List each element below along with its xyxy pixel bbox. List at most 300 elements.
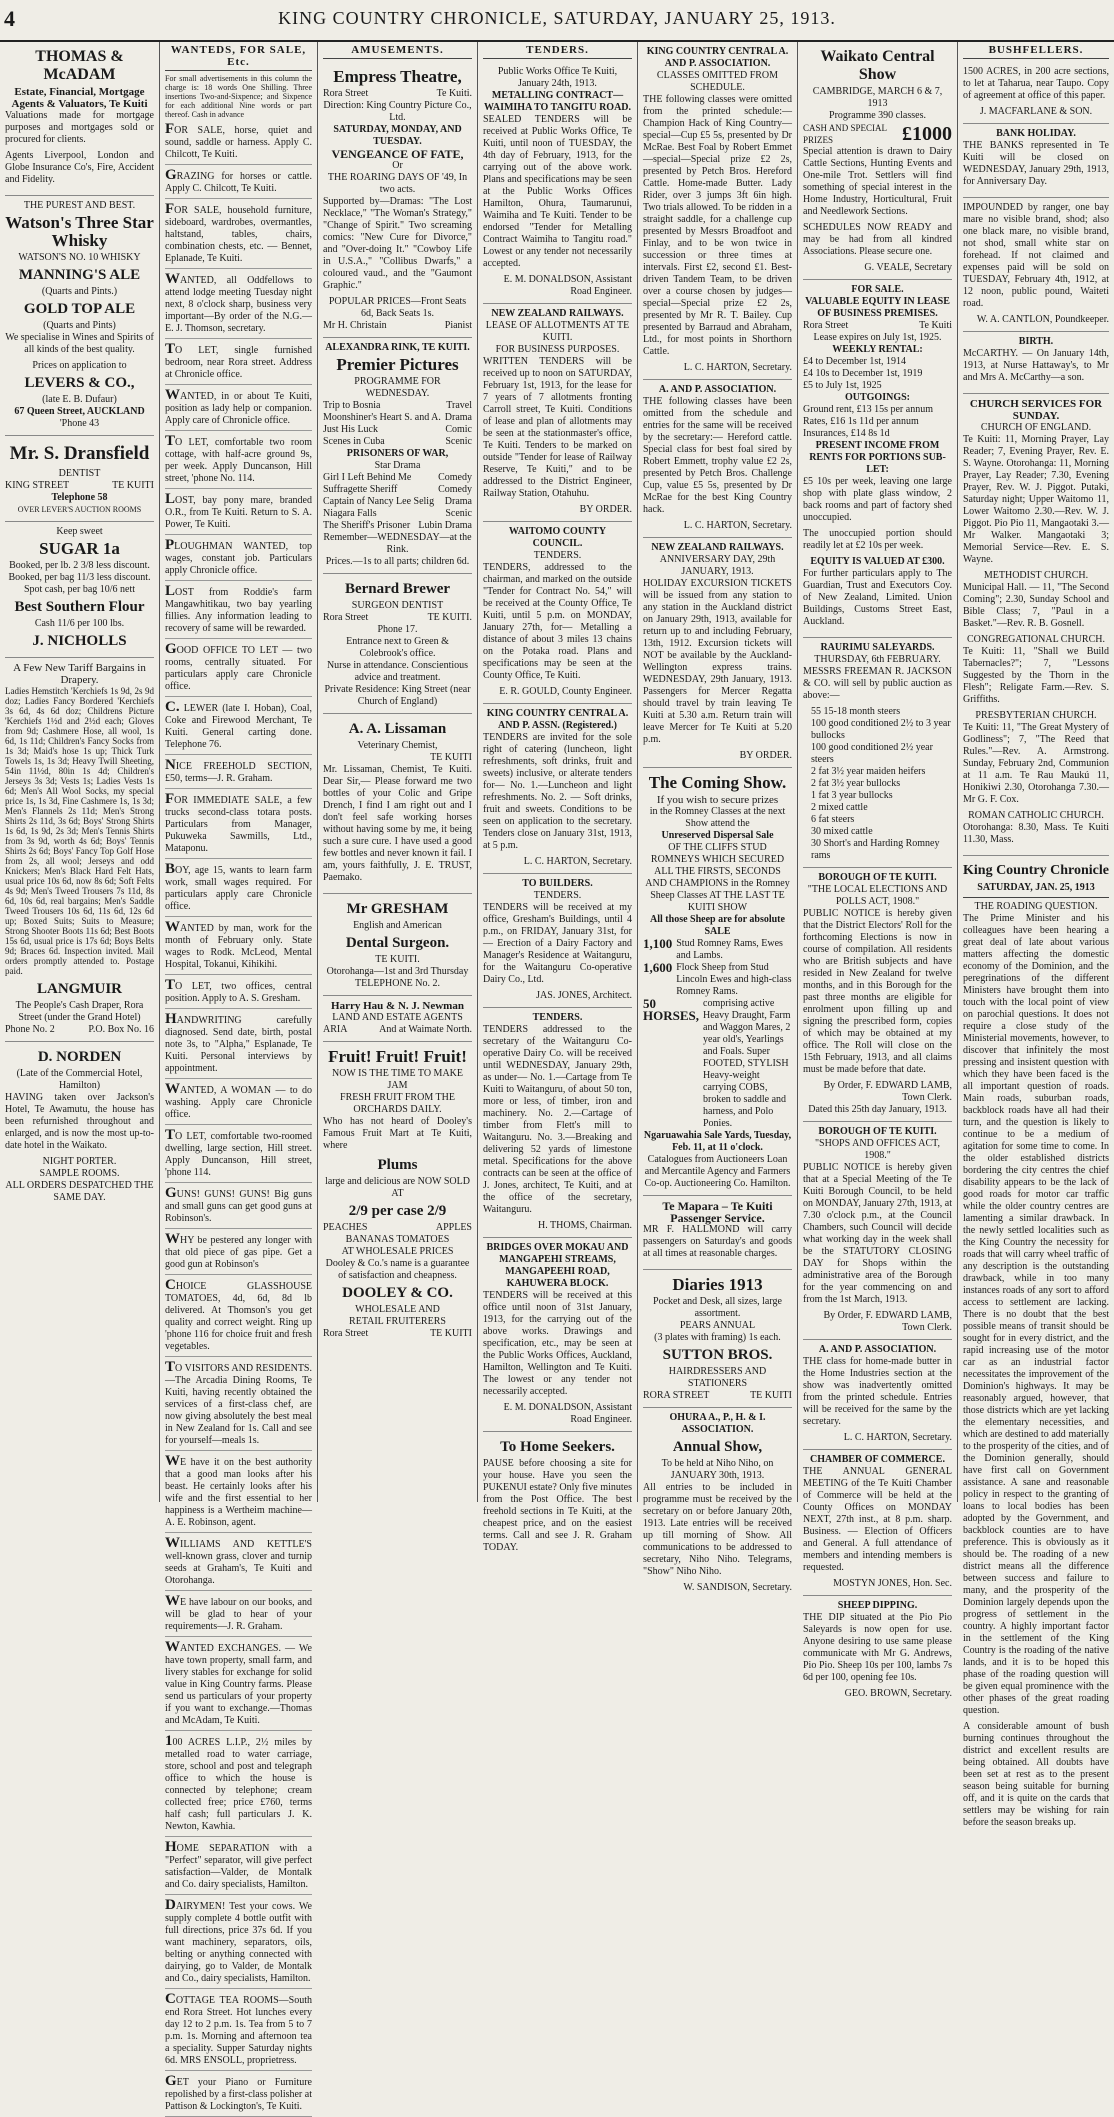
ad-text: Remember—WEDNESDAY—at the Rink.	[323, 532, 472, 555]
ad-heading: A Few New Tariff Bargains in Drapery.	[13, 662, 146, 686]
tender-bridges	[483, 1238, 632, 1432]
ad-heading: To Home Seekers.	[500, 1439, 615, 1455]
notice-body: THE following classes were omitted from the printed schedule:— Champion Hack of King Country—special—Cup £5 5s, presented by Dr McRae. Best Foal by Robert Emmet—special—Special prize £2 2s, presented by Petch Bros. Hereford Cattle. Home-made Butter. Lady Rider, over 3 jumps 3ft 6in high. Two trials allowed. To be ridden in a straight saddle, for a challenge cup presented by Messrs Broadfoot and Finlay, and to be won twice in succession or three times at intervals. First £2, second £1. Best-driven Tandem Team, to be driven over a course chosen by judges—special—Special prize £2 2s, presented by Mr R. T. Bailey. Cup presented by Barraud and Abraham, Ltd., for most points in Shorthorn Cattle.	[643, 94, 792, 357]
ad-text: SATURDAY, MONDAY, AND TUESDAY.	[333, 124, 462, 147]
brewer-ad	[323, 574, 472, 714]
editorial	[963, 856, 1109, 1838]
ap-butter-notice	[803, 1340, 952, 1450]
sutton-ad	[643, 1270, 792, 1408]
ad-text: NIGHT PORTER.	[42, 1156, 117, 1167]
ad-body: The unoccupied portion should readily let at £2 10s per week.	[803, 528, 952, 551]
ad-text: Direction: King Country Picture Co., Ltd.	[323, 100, 472, 123]
stock-item: 2 fat 3½ year maiden heifers	[811, 766, 926, 777]
ad-body: Mr. Lissaman, Chemist, Te Kuiti. Dear Sir,— Please forward me two bottles of your Colic and Gripe Drench, I find I am right out and I don't feel safe working horses without having some by me, it being such a sure cure. I have used a good few bottles and never known it fail. I am, yours faithfully, J. E. TRUST, Paemako.	[323, 764, 472, 883]
ad-heading: Bernard Brewer	[344, 581, 451, 597]
tender-body: SEALED TENDERS will be received at Public Works Office, Te Kuiti, until noon of TUESDAY, the 4th day of February, 1913, for the carrying out of the above work. Plans and specifications may be seen at the Public Works Offices Hamilton, Ohura, Taumarunui, Waimiha and Te Kuiti. Tender to be endorsed "Tender for Metalling Contract Waimiha to Tangitu road." Lowest or any tender not necessarily accepted.	[483, 114, 632, 269]
ad-subheading: VENGEANCE OF FATE,	[331, 147, 464, 161]
masthead	[0, 0, 1114, 42]
ad-text: Te Kuiti.	[436, 88, 472, 99]
notice-heading: SHEEP DIPPING.	[837, 1600, 918, 1611]
ad-text: LAND AND ESTATE AGENTS	[332, 1012, 463, 1023]
tender-heading: NEW ZEALAND RAILWAYS.	[491, 308, 624, 319]
tender-body: TENDERS addressed to the secretary of the Waitanguru Co-operative Dairy Co. will be received until WEDNESDAY, January 29th, as under— No. 1.—Cartage from Te Kuiti to Waitanguru, of about 50 ton, more or less, of timber, iron and machinery. No. 2.—Cartage of timber from Flett's mill to Waitanguru. No. 3.—Breaking and delivering 52 yards of limestone metal. Specifications for the above contracts can be seen at the office of J. Jones, architect, Te Kuiti, and at the office of the secretary, Waitanguru.	[483, 1024, 632, 1215]
ad-text: TE KUITI	[430, 752, 472, 763]
borough-elections-notice	[803, 868, 952, 1122]
tender-signature: E. R. GOULD, County Engineer.	[499, 686, 632, 697]
ad-text: HAIRDRESSERS AND STATIONERS	[668, 1366, 767, 1389]
ad-text: DENTIST	[58, 468, 101, 479]
church-heading: ROMAN CATHOLIC CHURCH.	[968, 810, 1104, 821]
ad-heading: £1000	[902, 123, 952, 145]
programme-item: Moonshiner's Heart S. and A. Drama	[323, 412, 472, 423]
church-body: Municipal Hall. — 11, "The Second Coming"; 2.30, Sunday School and Bible Class; 7, "Paul in a Basket."—Rev. R. B. Gosnell.	[963, 582, 1109, 629]
tender-heading: TENDERS.	[532, 1012, 583, 1023]
notice-signature: By Order, F. EDWARD LAMB, Town Clerk.	[823, 1310, 952, 1333]
classified-ad: TO LET, two offices, central position. Apply to A. S. Gresham.	[165, 979, 312, 1009]
notice-heading: A. AND P. ASSOCIATION.	[658, 384, 777, 395]
church-body: Otorohanga: 8.30, Mass. Te Kuiti 11.30, Mass.	[963, 822, 1109, 845]
ad-text: Cash 11/6 per 100 lbs.	[34, 618, 125, 629]
ad-text: Te Kuiti	[919, 320, 952, 331]
ap-classes-notice	[643, 380, 792, 538]
tender-text: TENDERS.	[533, 890, 582, 901]
editorial-body: The Prime Minister and his colleagues have been hearing a great deal of late about various matters affecting the domestic economy of the Dominion, and the peregrinations of the different Ministers have brought them into touch with the local point of view on parochial questions. It does not require a close study of the Ministerial movements, however, to discover that infinitely the most pressing and insistent question with which they have been faced is the all important question of roads. Main roads, suburban roads, backblock roads have all had their turn, and the question is likely to continue to be a medium of agitation for some time to come. In the older established districts bordering the city centres the chief disability appears to be the lack of good roads for motor car traffic while the older country centres are lamenting a similar drawback. In the newly settled localities such as the King Country the necessity for roads that will carry wheel traffic of any description is the outstanding drawback, while in too many instances roads of any sort to afford access to settlement are lacking. There is no doubt that the best possible means of transit should be sought for in every district, and the rapid increasing use of the motor car as an industrial factor necessitates the improvement of the Dominion's highways. It may be reasonably argued, however, that those districts which are yet lacking the elementary necessities, and which are destined to add materially to the prosperity of the cities, and of the Dominion generally, should have first call on Government assistance. A sane and reasonable policy in respect to the granting of loans to local bodies has been adopted by the Government, and backblock counties are to have preference. This is obviously as it should be. The roading of a new district means all the difference between success and failure to many, and the prosperity of the Dominion largely depends upon the progress of settlement in the country. A highly important factor in the settlement of the King Country is the roading of the native lands, and it is to be hoped this phase of the roading question will be given equal prominence with the other phases of the great roading question.	[963, 913, 1109, 1716]
ad-text: To be held at Niho Niho, on JANUARY 30th, 1913.	[661, 1458, 774, 1481]
ad-heading: GOLD TOP ALE	[23, 301, 136, 317]
ad-heading: Mr. S. Dransfield	[9, 443, 150, 464]
ad-text: Private Residence: King Street (near Church of England)	[324, 684, 471, 707]
ad-text: Star Drama	[374, 460, 421, 471]
classified-ad: WANTED, in or about Te Kuiti, position as lady help or companion. Apply care of Chronicle office.	[165, 389, 312, 431]
column-6	[798, 42, 958, 1699]
ad-text: PRESENT INCOME FROM RENTS FOR PORTIONS SUB-LET:	[809, 440, 946, 475]
notice-signature: MOSTYN JONES, Hon. Sec.	[833, 1578, 952, 1589]
church-body: Te Kuiti: 11, Morning Prayer, Lay Reader; 7, Evening Prayer, Rev. E. S. Wayne. Otorohanga: 11, Morning Prayer, Lay Reader; 7.30, Evening Prayer, Rev. W. J. Piggot. Putaki, Saturday night; Upper Waitomo 11, Lower Waitomo 2.30.—Rev. W. J. Piggot. Pio Pio 11, Mangaotaki 3.—Mr Walker. Mangaotaki 3; Memorial Service—Rev. E. S. Wayne.	[963, 434, 1109, 565]
alexandra-rink-ad	[323, 338, 472, 574]
stock-item: 30 Short's and Harding Romney rams	[811, 838, 940, 861]
notice-heading: KING COUNTRY CENTRAL A. AND P. ASSOCIATION.	[646, 46, 789, 69]
notice-body: THE class for home-made butter in the Home Industries section at the show was inadvertently omitted from the printed schedule. Entries will be received for the same by the secretary.	[803, 1356, 952, 1427]
notice-signature: GEO. BROWN, Secretary.	[844, 1688, 952, 1699]
nzr-anniversary-notice	[643, 538, 792, 768]
tender-signature: BY ORDER.	[579, 504, 632, 515]
notice-heading: BIRTH.	[1018, 336, 1054, 347]
ad-text: The People's Cash Draper, Rora Street (under the Grand Hotel)	[15, 1000, 144, 1023]
ad-text: OVER LEVER'S AUCTION ROOMS	[17, 505, 142, 514]
ad-heading: Dental Surgeon.	[345, 935, 450, 951]
classified-ad: TO LET, comfortable two room cottage, with half-acre ground 9s, per week. Apply Duncanson, Hill street, 'phone No. 114.	[165, 435, 312, 489]
ad-text: TELEPHONE No. 2.	[355, 978, 440, 989]
ad-text: large and delicious are NOW SOLD AT	[325, 1176, 470, 1199]
ad-text: POPULAR PRICES—Front Seats 6d, Back Seats 1s.	[328, 296, 467, 319]
ad-heading: SUTTON BROS.	[662, 1347, 773, 1363]
notice-text: "THE LOCAL ELECTIONS AND POLLS ACT, 1908."	[807, 884, 948, 907]
notice-body: THE ANNUAL GENERAL MEETING of the Te Kuiti Chamber of Commerce will be held at the County Offices on MONDAY NEXT, 27th inst., at 8 p.m. sharp. Business. — Election of Officers and General. A full attendance of members and intending members is requested.	[803, 1466, 952, 1573]
tender-text: FOR BUSINESS PURPOSES.	[495, 344, 620, 355]
ad-text: Otorohanga—1st and 3rd Thursday	[326, 966, 469, 977]
birth-notice	[963, 332, 1109, 394]
empress-theatre-ad	[323, 62, 472, 338]
stock-item: 2 mixed cattle	[811, 802, 868, 813]
stock-item: 30 mixed cattle	[811, 826, 873, 837]
waikato-show-ad	[803, 42, 952, 280]
classified-ad: WE have labour on our books, and will be glad to hear of your requirements—J. R. Graham.	[165, 1595, 312, 1637]
sheep-dipping-notice	[803, 1596, 952, 1705]
ad-text: English and American	[353, 920, 442, 931]
notice-signature: L. C. HARTON, Secretary.	[683, 520, 792, 531]
ad-body: MR F. HALLMOND will carry passengers on Saturday's and goods at all times at reasonable charges.	[643, 1224, 792, 1259]
home-seekers-ad	[483, 1432, 632, 1563]
programme-item: The Sheriff's Prisoner Lubin Drama	[323, 520, 472, 531]
church-heading: PRESBYTERIAN CHURCH.	[975, 710, 1097, 721]
impounded-notice	[963, 198, 1109, 332]
ad-text: Dooley & Co.'s name is a guarantee of satisfaction and cheapness.	[325, 1258, 470, 1281]
stock-item: 100 good conditioned 2½ to 3 year bullocks	[811, 718, 951, 741]
column-header: WANTEDS, FOR SALE, Etc.	[165, 42, 312, 71]
ad-subheading: Estate, Financial, Mortgage Agents & Valuators, Te Kuiti	[11, 86, 148, 110]
ad-body: Ladies Hemstitch 'Kerchiefs 1s 9d, 2s 9d doz; Ladies Fancy Bordered 'Kerchiefs 3s 6d, 4s 6d doz; Childrens Picture 'Kerchiefs 1½d and 2½d each; Gloves from 9d; Cashmere Hose, all wool, 1s 6d, 1s 11d; Children's Fancy Socks from 1s 3d; Maid's hose 1s up; Thick Turk Towels 1s, 1s 3d; Heavy Twill Sheeting, 54in 11½d, 80in 1s 4d; Children's Jerseys 3s 3d; Vests 1s; Ladies Vests 1s 6d; Men's All Wool Socks, my special price 1s, 1s 3d, Fine Cashmere 1s, 1s 3d; Men's Flannels 2s 11d; Men's Strong Shirts 2s 11d, 3s 6d; Boys' Strong Shirts 1s 6d, 1s 9d, 2s 3d; Men's Tennis Shirts from 3s 9d, worth 4s 6d; Boys' Tennis Shirts 2s 6d; Boys' Fancy Top Golf Hose from 2s, all wool; Jerseys and odd Knickers; Men's Black Hard Felt Hats, usual price 10s 6d, now 8s 6d; Soft Felts 4s 9d; Men's Tweed Trousers 7s 11d, 8s 6d, 10s 6d, real bargains; Men's Saddle Tweed Trousers 10s 6d, 11s 6d, 12s 6d up; Boxed Suits; Suits to Measure; Strong Shooter Boots 11s 6d; Best Boots 15s 6d, usual price is 17s 6d; Boys Belts 9d; Braces 6d. Inspection invited. Mail orders promptly attended to. Postage paid.	[5, 686, 154, 976]
bushfellers-ad	[963, 62, 1109, 124]
ad-text: Programme 390 classes.	[829, 110, 926, 121]
ad-text: Rora Street	[323, 88, 369, 99]
ad-text: Prices.—1s to all parts; children 6d.	[325, 556, 470, 567]
ad-text: Catalogues from Auctioneers Loan and Mercantile Agency and Farmers Co-op. Auctioneering Co. Hamilton.	[644, 1154, 791, 1189]
tender-heading: METALLING CONTRACT—WAIMIHA TO TANGITU ROAD.	[483, 90, 632, 113]
classified-ad: NICE FREEHOLD SECTION, £50, terms—J. R. Graham.	[165, 759, 312, 789]
ad-heading: J. NICHOLLS	[32, 633, 127, 649]
ad-body: PAUSE before choosing a site for your house. Have you seen the PUKENUI estate? Only five minutes from the Post Office. The best freehold sections in Te Kuiti, at the cheapest price, and on the easiest terms. Call and see J. R. Graham TODAY.	[483, 1458, 632, 1553]
classified-ad: DAIRYMEN! Test your cows. We supply complete 4 bottle outfit with full directions, price 37s 6d. If you want machinery, separators, oils, belting or anything connected with dairying, go to Valder, de Montalk and Co., dairy specialists, Hamilton.	[165, 1899, 312, 1989]
notice-signature: L. C. HARTON, Secretary.	[683, 362, 792, 373]
ad-text: Booked, per lb. 2 3/8 less discount.	[9, 560, 150, 571]
classified-ad: 100 ACRES L.I.P., 2½ miles by metalled road to water carriage, store, school and post and telegraph office to which the house is connected by telephone; cream collected free; price £760, terms half cash; full particulars J. K. Newton, Kawhia.	[165, 1735, 312, 1837]
ad-text: ARIA	[323, 1024, 348, 1035]
ad-heading: Watson's Three Star Whisky	[5, 213, 154, 250]
ad-text: Keep sweet	[56, 526, 103, 537]
classified-terms: For small advertisements in this column the charge is: 18 words One Shilling. Three insertions Two-and-Sixpence; and Sixpence for each additional Nine words or part thereof. Cash in advance	[165, 74, 312, 119]
classified-ad: LOST, bay pony mare, branded O.R., from Te Kuiti. Return to S. A. Power, Te Kuiti.	[165, 493, 312, 535]
notice-body: PUBLIC NOTICE is hereby given that the District Electors' Roll for the forthcoming Elections is now in course of compilation. All residents who are British subjects and have resided in New Zealand for twelve months, and in this Borough for the past three months are eligible for enrolment upon filling up and signing the prescribed form, copies of which may be obtained at my office. The Roll will close on the 15th February, 1913, and all claims must be made before that date.	[803, 908, 952, 1075]
levers-ad	[5, 196, 154, 436]
ad-text: THE ROARING DAYS OF '49, In two acts.	[327, 172, 468, 195]
column-4	[478, 42, 638, 1553]
chamber-notice	[803, 1450, 952, 1596]
ad-text: OF THE CLIFFS STUD ROMNEYS WHICH SECURED ALL THE FIRSTS, SECONDS AND CHAMPIONS in the Romney Sheep Classes AT THE LAST TE KUITI SHOW	[645, 842, 790, 913]
ad-heading: D. NORDEN	[37, 1049, 122, 1065]
column-3	[318, 42, 478, 1502]
ad-text: Rora Street	[323, 1328, 369, 1339]
ad-body: For further particulars apply to The Guardian, Trust and Executors Coy. of New Zealand, Limited. Union Buildings, Customs Street East, Auckland.	[803, 568, 952, 627]
notice-signature: W. A. CANTLON, Poundkeeper.	[976, 314, 1109, 325]
church-heading: CONGREGATIONAL CHURCH.	[967, 634, 1105, 645]
thomas-mcadam-ad	[5, 42, 154, 196]
drapery-ad	[5, 658, 154, 1042]
programme-item: Girl I Left Behind Me Comedy	[323, 472, 472, 483]
ad-text: SAMPLE ROOMS.	[39, 1168, 120, 1179]
ad-heading: The Coming Show.	[648, 773, 787, 792]
notice-heading: NEW ZEALAND RAILWAYS.	[651, 542, 784, 553]
ad-text: £5 to July 1st, 1925	[803, 380, 882, 391]
ad-body: SCHEDULES NOW READY and may be had from all kindred Associations. Please secure one.	[803, 222, 952, 257]
ad-text: Rates, £16 1s 11d per annum	[803, 416, 919, 427]
ad-body: 1500 ACRES, in 200 acre sections, to let at Taharua, near Taupo. Copy of agreement at office of this paper.	[963, 66, 1109, 101]
ad-text: ALL ORDERS DESPATCHED THE SAME DAY.	[5, 1180, 154, 1203]
ad-text: Rora Street	[803, 320, 849, 331]
lot-item: 1,100 Stud Romney Rams, Ewes and Lambs.	[643, 936, 783, 961]
column-header: TENDERS.	[483, 42, 632, 59]
ad-text: SURGEON DENTIST	[351, 600, 444, 611]
ad-heading: SUGAR 1a	[39, 539, 120, 558]
ad-text: OUTGOINGS:	[844, 392, 910, 403]
ad-text: in the Romney Classes at the next Show attend the	[649, 806, 786, 829]
for-sale-equity-ad	[803, 280, 952, 638]
ad-text: Insurances, £14 8s 1d	[803, 428, 890, 439]
tender-text: Public Works Office Te Kuiti, January 24th, 1913.	[497, 66, 618, 89]
ad-body: HAVING taken over Jackson's Hotel, Te Awamutu, the house has been refurnished throughout and enlarged, and is now the most up-to-date hotel in the Waikato.	[5, 1092, 154, 1151]
ad-heading: Diaries 1913	[672, 1275, 763, 1294]
ad-heading: 2/9 per case 2/9	[348, 1203, 447, 1219]
notice-heading: BOROUGH OF TE KUITI.	[818, 872, 937, 883]
ad-body: MESSRS FREEMAN R. JACKSON & CO. will sell by public auction as above:—	[803, 666, 952, 701]
ad-text: CASH AND SPECIAL PRIZES	[803, 123, 887, 145]
ad-text: P.O. Box No. 16	[88, 1024, 154, 1035]
ad-text: TE KUITI	[112, 480, 154, 491]
ad-text: TE KUITI	[750, 1390, 792, 1401]
church-heading: METHODIST CHURCH.	[983, 570, 1089, 581]
notice-heading: BOROUGH OF TE KUITI.	[818, 1126, 937, 1137]
tender-waitomo	[483, 522, 632, 704]
ad-text: TE KUITI.	[427, 612, 472, 623]
classified-ad: WANTED, all Oddfellows to attend lodge meeting Tuesday night next, 8 o'clock sharp, business very important—By order of the N.G.—E. J. Thomson, secretary.	[165, 273, 312, 339]
ad-body: Special attention is drawn to Dairy Cattle Sections, Hunting Events and One-mile Trot. Settlers will find something of special interest in the Home Industry, Horticultural, Fruit and Needlework Sections.	[803, 146, 952, 217]
notice-text: Dated this 25th day January, 1913.	[808, 1104, 947, 1115]
ad-heading: LEVERS & CO.,	[24, 375, 135, 391]
classified-ad: FOR SALE, horse, quiet and sound, saddle or harness. Apply C. Chilcott, Te Kuiti.	[165, 123, 312, 165]
ad-heading: OHURA A., P., H. & I. ASSOCIATION.	[669, 1412, 766, 1435]
classified-ad: TO VISITORS AND RESIDENTS. —The Arcadia Dining Rooms, Te Kuiti, having recently obtained the services of a first-class chef, are now giving absolutely the best meal in New Zealand for 1s. Call and see for yourself—meals 1s.	[165, 1361, 312, 1451]
notice-text: "SHOPS AND OFFICES ACT, 1908."	[814, 1138, 941, 1161]
ad-heading: DOOLEY & CO.	[342, 1285, 453, 1301]
ad-text: Pocket and Desk, all sizes, large assortment.	[653, 1296, 782, 1319]
ad-text: THE PUREST AND BEST.	[23, 200, 136, 211]
ad-heading: Empress Theatre,	[333, 67, 462, 86]
ad-signature: J. MACFARLANE & SON.	[979, 106, 1093, 117]
ad-text: £4 10s to December 1st, 1919	[803, 368, 923, 379]
tender-heading: KING COUNTRY CENTRAL A. AND P. ASSN. (Registered.)	[486, 708, 629, 731]
ad-text: Or	[392, 160, 403, 171]
ad-text: TE KUITI.	[375, 954, 420, 965]
stock-item: 1 fat 3 year bullocks	[811, 790, 893, 801]
ad-body: We specialise in Wines and Spirits of all kinds of the best quality.	[5, 332, 154, 355]
ad-text: (Quarts and Pints.)	[41, 286, 118, 297]
programme-list	[323, 400, 472, 448]
ad-text: RETAIL FRUITERERS	[349, 1316, 446, 1327]
editorial-date: SATURDAY, JAN. 25, 1913	[977, 882, 1095, 893]
ad-subheading: VALUABLE EQUITY IN LEASE OF BUSINESS PREMISES.	[805, 296, 950, 319]
ad-text: WHOLESALE AND	[355, 1304, 440, 1315]
lot-list	[643, 938, 792, 1130]
classified-ad: WANTED by man, work for the month of February only. State wages to Rodk. McLeod, Mental Hospital, Tokanui, Kihikihi.	[165, 921, 312, 975]
ad-heading: Best Southern Flour	[14, 599, 145, 615]
ad-text: Pianist	[444, 320, 472, 331]
ad-body: Agents Liverpool, London and Globe Insurance Co's, Fire, Accident and Fidelity.	[5, 150, 154, 185]
stock-list	[803, 706, 952, 862]
lot-item: 1,600 Flock Sheep from Stud Lincoln Ewes and high-class Romney Rams.	[643, 960, 792, 997]
ad-text: Phone 17.	[377, 624, 418, 635]
ad-text: Nurse in attendance. Conscientious advice and treatment.	[326, 660, 469, 683]
ad-text: And at Waimate North.	[379, 1024, 472, 1035]
ad-text: Booked, per bag 11/3 less discount.	[8, 572, 151, 583]
raurimu-saleyards-ad	[803, 638, 952, 868]
tender-nzr	[483, 304, 632, 522]
notice-body: HOLIDAY EXCURSION TICKETS will be issued from any station to any station in the Auckland district on January 29th, 1913, available for return up to and including February, 13th, 1912. Excursion tickets will NOT be available by the Auckland-Wellington express trains. WEDNESDAY, 29th January, 1913. Passengers for Mercer Regatta should travel by train leaving Te Kuiti at 5.30 a.m. Return train will leave Mercer for Te Kuiti at 5.20 p.m.	[643, 578, 792, 745]
notice-signature: BY ORDER.	[739, 750, 792, 761]
notice-body: THE following classes have been omitted from the schedule and entries for the same will be received by the secretary:— Hereford cattle. Special class for best foal sired by Robert Emmett, trophy value £2 2s, presented by Petch Bros. Challenge Cup, value £5 5s, presented by Dr McRae for the best King Country hack.	[643, 396, 792, 515]
section-heading: CHURCH SERVICES FOR SUNDAY.	[969, 398, 1103, 422]
coming-show-ad	[643, 768, 792, 1196]
classified-ad: FOR IMMEDIATE SALE, a few trucks second-class totara posts. Particulars from Manager, Pukuweka Sawmills, Ltd., Mataponu.	[165, 793, 312, 859]
ad-subheading: All those Sheep are for absolute SALE	[650, 914, 785, 937]
ad-text: WATSON'S NO. 10 WHISKY	[18, 252, 141, 263]
tender-heading: TO BUILDERS.	[522, 878, 593, 889]
tender-signature: E. M. DONALDSON, Assistant Road Engineer.	[503, 1402, 632, 1425]
programme-list	[323, 472, 472, 532]
programme-item: Just His Luck Comic	[323, 424, 472, 435]
ad-text: Entrance next to Green & Colebrook's office.	[346, 636, 449, 659]
ad-text: Lease expires on July 1st, 1925.	[813, 332, 942, 343]
church-services	[963, 394, 1109, 856]
kcc-classes-notice	[643, 42, 792, 380]
column-header: AMUSEMENTS.	[323, 42, 472, 59]
tender-text: LEASE OF ALLOTMENTS AT TE KUITI.	[485, 320, 630, 343]
ad-heading: Fruit! Fruit! Fruit!	[328, 1047, 467, 1066]
ad-text: Rora Street	[323, 612, 369, 623]
notice-text: ANNIVERSARY DAY, 29th JANUARY, 1913.	[659, 554, 776, 577]
ad-text: NOW IS THE TIME TO MAKE JAM	[331, 1068, 464, 1091]
ad-subheading: Ngaruawahia Sale Yards, Tuesday, Feb. 11, at 11 o'clock.	[643, 1130, 792, 1153]
classified-ad: TO LET, single furnished bedroom, near Rora street. Address at Chronicle office.	[165, 343, 312, 385]
programme-item: Trip to Bosnia Travel	[323, 400, 472, 411]
norden-ad	[5, 1042, 154, 1209]
notice-heading: BANK HOLIDAY.	[996, 128, 1076, 139]
ad-text: AT WHOLESALE PRICES	[341, 1246, 454, 1257]
tender-body: WRITTEN TENDERS will be received up to noon on SATURDAY, February 1st, 1913, for the lease for 7 years of 7 allotments fronting Carroll street, Te Kuiti. Conditions of lease and plan of allotments may be seen at the stationmaster's office, Te Kuiti. Tenders to be marked on outside "Tender for lease of Railway Reserve, Te Kuiti," and to be addressed to the District Engineer, Railway Station, Otahuhu.	[483, 356, 632, 499]
ad-heading: Annual Show,	[672, 1439, 763, 1455]
lissaman-ad	[323, 714, 472, 894]
ad-text: Telephone 58	[51, 492, 108, 503]
classified-ad: HANDWRITING carefully diagnosed. Send date, birth, postal note 3s, to "Alpha," Esplanade, Te Kuiti. Personal interviews by appointment.	[165, 1013, 312, 1079]
tender-signature: E. M. DONALDSON, Assistant Road Engineer.	[503, 274, 632, 297]
ad-text: (late E. B. Dufaur)	[42, 394, 117, 405]
church-heading: CHURCH OF ENGLAND.	[980, 422, 1092, 433]
stock-item: 100 good conditioned 2½ year steers	[811, 742, 933, 765]
ad-text: Veterinary Chemist,	[357, 740, 438, 751]
ad-text: Spot cash, per bag 10/6 nett	[23, 584, 136, 595]
ad-text: BANANAS TOMATOES	[345, 1234, 450, 1245]
column-1	[0, 42, 160, 1502]
notice-body: THE BANKS represented in Te Kuiti will be closed on WEDNESDAY, January 29th, 1913, for Anniversary Day.	[963, 140, 1109, 187]
ad-text: If you wish to secure prizes	[656, 794, 779, 806]
ad-text: APPLES	[435, 1222, 472, 1233]
tender-body: TENDERS are invited for the sole right of catering (luncheon, light refreshments, soft drinks, fruit and sweets) inclusive, or alterate tenders for— No. 1.—Luncheon and light refreshments. No. 2. — Soft drinks, fruit and sweets. Conditions to be seen on application to the secretary. Tenders close on January 31st, 1913, at 5 p.m.	[483, 732, 632, 851]
ad-body: Valuations made for mortgage purposes and mortgages sold or procured for clients.	[5, 110, 154, 145]
ad-text: PROGRAMME FOR WEDNESDAY.	[354, 376, 441, 399]
ad-heading: LANGMUIR	[37, 981, 122, 997]
tender-pwo	[483, 62, 632, 304]
tender-body: TENDERS will be received at my office, Gresham's Buildings, until 4 p.m., on FRIDAY, January 31st, for— Erection of a Dairy Factory and Manager's Residence at Waitanguru, for the Waitanguru Co-operative Dairy Co., Ltd.	[483, 902, 632, 985]
ad-heading: RAURIMU SALEYARDS.	[820, 642, 935, 653]
ad-text: (Late of the Commercial Hotel, Hamilton)	[16, 1068, 143, 1091]
classified-ad: WILLIAMS AND KETTLE'S well-known grass, clover and turnip seeds at Graham's, Te Kuiti and Otorohanga.	[165, 1537, 312, 1591]
notice-body: THE DIP situated at the Pio Pio Saleyards is now open for use. Anyone desiring to use same please communicate with Mr G. Andrews, Pio Pio. Sheep 10s per 100, lambs 7s 6d per 100, opening fee 10s.	[803, 1612, 952, 1683]
ad-heading: Te Mapara – Te Kuiti Passenger Service.	[662, 1199, 773, 1225]
classified-ad: WHY be pestered any longer with that old piece of gas pipe. Get a good gun at Robinson's	[165, 1233, 312, 1275]
ad-text: CAMBRIDGE, MARCH 6 & 7, 1913	[812, 86, 943, 109]
dransfield-ad	[5, 436, 154, 522]
ad-text: Ground rent, £13 15s per annum	[803, 404, 933, 415]
tender-text: TENDERS.	[533, 550, 582, 561]
tender-body: TENDERS, addressed to the chairman, and marked on the outside "Tender for Contract No. 54," will be received at the County Office, Te Kuiti, until 5 p.m. on MONDAY, January 27th, for— Metalling a distance of about 3 miles 13 chains on the Potaka road. Plans and specifications may be seen at the County Office, Te Kuiti.	[483, 562, 632, 681]
bank-holiday-notice	[963, 124, 1109, 198]
mapara-service-ad	[643, 1196, 792, 1270]
classified-ad: CHOICE GLASSHOUSE TOMATOES, 4d, 6d, 8d lb delivered. At Thomson's you get quality and correct weight. Ring up 'phone 116 for choice fruit and fresh vegetables.	[165, 1279, 312, 1357]
church-body: Te Kuiti: 11, "Shall we Build Tabernacles?"; 7, "Lessons Suggested by the Thorn in the Flesh"; Religate Farm.—Rev. S. Griffiths.	[963, 646, 1109, 705]
ad-heading: FOR SALE.	[851, 284, 904, 295]
notice-body: McCARTHY. — On January 14th, 1913, at Nurse Hattaway's, to Mr and Mrs A. McCarthy—a son.	[963, 348, 1109, 383]
stock-item: 2 fat 3½ year bullocks	[811, 778, 901, 789]
classified-ad: PLOUGHMAN WANTED, top wages, constant job. Particulars apply Chronicle office.	[165, 539, 312, 581]
tender-signature: H. THOMS, Chairman.	[538, 1220, 632, 1231]
classified-ad: WANTED, A WOMAN — to do washing. Apply care Chronicle office.	[165, 1083, 312, 1125]
classified-ad: GUNS! GUNS! GUNS! Big guns and small guns can get good guns at Robinson's.	[165, 1187, 312, 1229]
classified-ad: COTTAGE TEA ROOMS—South end Rora Street. Hot lunches every day 12 to 2 p.m. 1s. Tea from 5 to 7 p.m. 1s. Morning and afternoon tea a speciality. Supper Saturday nights 6d. MRS ENSOLL, proprietress.	[165, 1993, 312, 2071]
classified-ad: WANTED EXCHANGES. — We have town property, small farm, and livery stables for exchange for solid value in King Country farms. Please send us particulars of your property if you want to exchange.—Thomas and McAdam, Te Kuiti.	[165, 1641, 312, 1731]
programme-item: Suffragette Sheriff Comedy	[323, 484, 472, 495]
ad-text: £4 to December 1st, 1914	[803, 356, 907, 367]
lot-item: 50 HORSES, comprising active Heavy Draught, Farm and Waggon Mares, 2 year old's, Yearlings and Foals. Super FOOTED, STYLISH Heavy-weight carrying COBS, broken to saddle and harness, and Polo Ponies.	[643, 996, 791, 1129]
ad-text: 67 Queen Street, AUCKLAND	[14, 406, 145, 417]
programme-item: Niagara Falls Scenic	[323, 508, 472, 519]
page-number: 4	[4, 6, 15, 31]
ad-body: Supported by—Dramas: "The Lost Necklace," "The Woman's Strategy," "Change of Spirit." Two screaming comics: "New Cure for Divorce," and "Over-doing It." "Cowboy Life in U.S.A.," "Collibus Dwarfs," a coloured vaud., and the "Gaumont Graphic."	[323, 196, 472, 291]
ad-signature: G. VEALE, Secretary	[864, 262, 952, 273]
ad-heading: Waikato Central Show	[820, 48, 935, 83]
dooley-ad	[323, 1042, 472, 1345]
ohura-show-ad	[643, 1408, 792, 1599]
notice-signature: By Order, F. EDWARD LAMB, Town Clerk.	[823, 1080, 952, 1103]
notice-heading: A. AND P. ASSOCIATION.	[818, 1344, 937, 1355]
programme-item: Scenes in Cuba Scenic	[323, 436, 472, 447]
ad-text: PEARS ANNUAL	[679, 1320, 756, 1331]
classified-ad: FOR SALE, household furniture, sideboard, wardrobes, overmantles, haltstand, tables, chairs, combination chests, etc. — Bennet, Eplanade, Te Kuiti.	[165, 203, 312, 269]
ad-text: (3 plates with framing) 1s each.	[654, 1332, 781, 1343]
classified-ad: GET your Piano or Furniture repolished by a first-class polisher at Pattison & Lockington's, Te Kuiti.	[165, 2075, 312, 2117]
notice-body: PUBLIC NOTICE is hereby given that at a Special Meeting of the Te Kuiti Borough Council, to be held on MONDAY, January 27th, 1913, at 7.30 o'clock p.m., at the Council Chambers, such Council will decide what working day in the week shall be the STATUTORY CLOSING DAY for Shops within the administrative area of the Borough for the year commencing on and from the 1st March, 1913.	[803, 1162, 952, 1305]
ad-heading: MANNING'S ALE	[18, 267, 141, 283]
classified-ad: HOME SEPARATION with a "Perfect" separator, will give perfect satisfaction—Valder, de Montalk and Co. dairy specialists, Hamilton.	[165, 1841, 312, 1895]
ad-heading: Mr GRESHAM	[346, 901, 449, 917]
stock-item: 6 fat steers	[811, 814, 855, 825]
classified-list	[165, 123, 312, 2117]
church-body: Te Kuiti: 11, "The Great Mystery of Godliness"; 7, "The Reed that Rules."—Rev. A. Armstrong. Sunday, February 2nd, Communion at 11 a.m. Te Rau Maukú 11, Honikiwi 2.30, Otorohanga 7.30.—Mr G. F. Cox.	[963, 722, 1109, 805]
ad-heading: Plums	[377, 1157, 418, 1173]
borough-shops-notice	[803, 1122, 952, 1340]
column-5	[638, 42, 798, 1593]
ad-subheading: Unreserved Dispersal Sale	[661, 830, 774, 841]
ad-subheading: PRISONERS OF WAR,	[346, 448, 449, 459]
ad-text: Prices on application to	[32, 360, 127, 371]
classified-ad: C. LEWER (late I. Hoban), Coal, Coke and Firewood Merchant, Te Kuiti. General carting done. Telephone 76.	[165, 701, 312, 755]
